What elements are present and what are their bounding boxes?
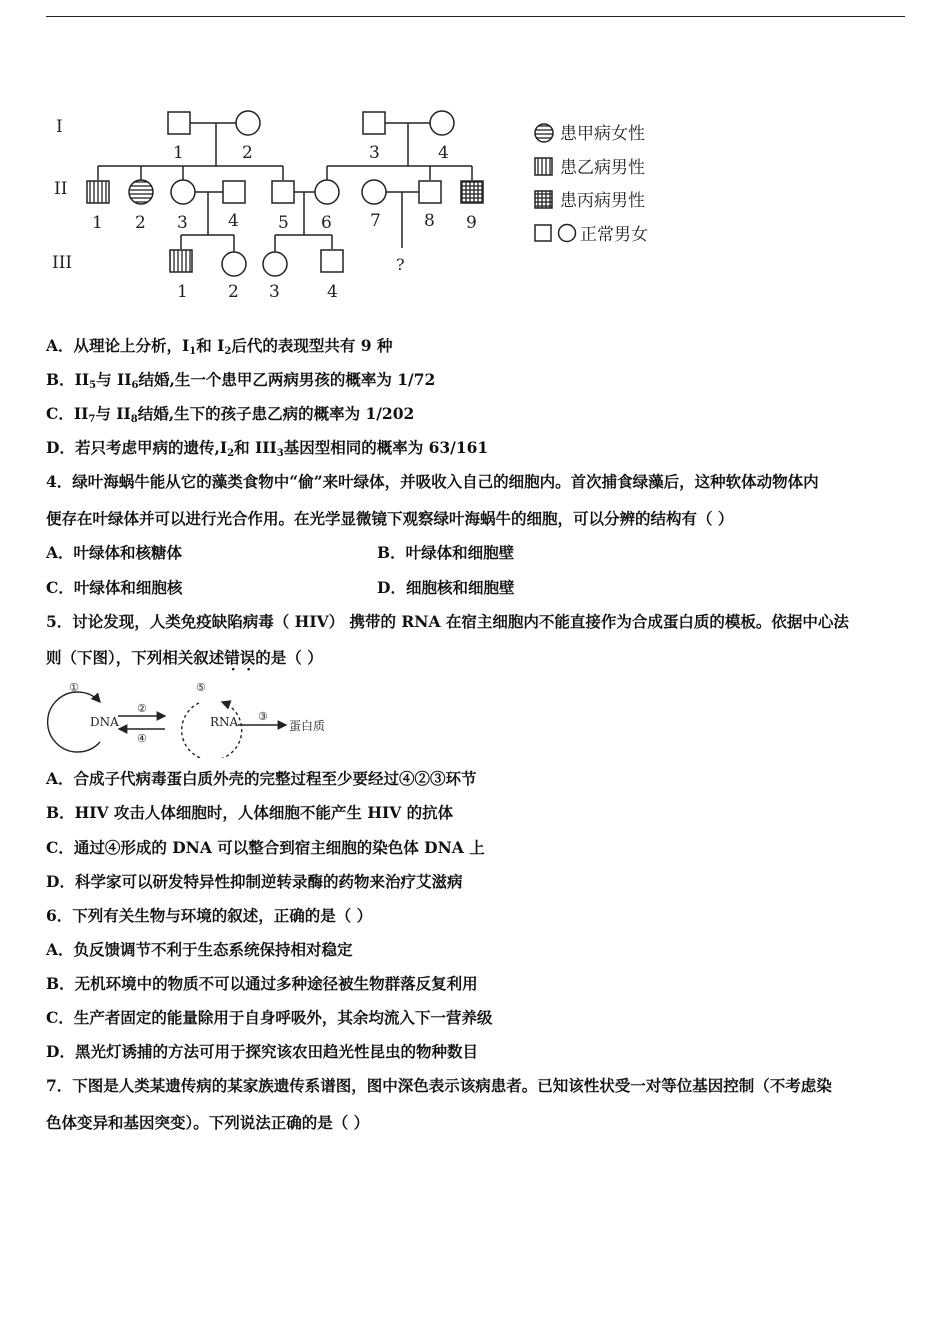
- svg-text:6: 6: [321, 213, 332, 233]
- svg-text:2: 2: [135, 213, 146, 233]
- svg-text:7: 7: [370, 211, 381, 231]
- II6-female: [315, 180, 339, 204]
- svg-text:1: 1: [173, 143, 184, 163]
- svg-text:3: 3: [177, 213, 188, 233]
- central-dogma-diagram: [44, 678, 344, 758]
- q5-option-b[interactable]: B．HIV 攻击人体细胞时，人体细胞不能产生 HIV 的抗体: [46, 803, 454, 822]
- legend-yi-icon: [535, 158, 552, 175]
- q5-option-d[interactable]: D．科学家可以研发特异性抑制逆转录酶的药物来治疗艾滋病: [46, 872, 463, 891]
- III3-female: [263, 252, 287, 276]
- legend-normal-male-icon: [535, 225, 551, 241]
- q6-option-d[interactable]: D．黑光灯诱捕的方法可用于探究该农田趋光性昆虫的物种数目: [46, 1042, 478, 1061]
- svg-text:RNA: RNA: [210, 715, 239, 729]
- svg-text:3: 3: [269, 282, 280, 302]
- II1-male-yi: [87, 181, 109, 203]
- II9-male-bing: [461, 181, 483, 203]
- q6-stem: 6．下列有关生物与环境的叙述，正确的是（ ）: [46, 906, 373, 925]
- svg-text:蛋白质: 蛋白质: [289, 719, 326, 733]
- svg-text:4: 4: [438, 143, 449, 163]
- legend-yi: 患乙病男性: [560, 158, 645, 178]
- svg-text:3: 3: [369, 143, 380, 163]
- I3-male: [363, 112, 385, 134]
- II5-male: [272, 181, 294, 203]
- legend-bing: 患丙病男性: [560, 191, 645, 211]
- q7-stem-line2: 色体变异和基因突变）。下列说法正确的是（ ）: [46, 1113, 370, 1132]
- q3-option-c[interactable]: C．$II_7$与 $II_8$结婚,生下的孩子患乙病的概率为 1/202: [46, 404, 415, 425]
- legend-jia-icon: [535, 124, 553, 142]
- legend-normal: 正常男女: [580, 225, 648, 245]
- q3-option-d[interactable]: D．若只考虑甲病的遗传$,I_2$和 $III_3$基因型相同的概率为 63/161: [46, 438, 489, 459]
- q5-stem-line2: 则（下图），下列相关叙述错误的是（ ）: [46, 648, 323, 667]
- legend-jia: 患甲病女性: [560, 124, 645, 144]
- svg-text:④: ④: [137, 732, 147, 745]
- q5-option-c[interactable]: C．通过④形成的 DNA 可以整合到宿主细胞的染色体 DNA 上: [46, 838, 485, 857]
- svg-text:5: 5: [278, 213, 289, 233]
- unknown-child: ?: [396, 255, 405, 274]
- gen-label-2: II: [54, 179, 68, 199]
- header-rule: [46, 16, 905, 17]
- svg-text:③: ③: [258, 710, 268, 723]
- II3-female: [171, 180, 195, 204]
- svg-text:2: 2: [242, 143, 253, 163]
- III1-male-yi: [170, 250, 192, 272]
- q4-stem-line2: 便存在叶绿体并可以进行光合作用。在光学显微镜下观察绿叶海蜗牛的细胞，可以分辨的结构有（ ）: [46, 509, 734, 528]
- svg-text:⑤: ⑤: [196, 681, 206, 694]
- svg-text:2: 2: [228, 282, 239, 302]
- q4-option-d[interactable]: D．细胞核和细胞壁: [377, 578, 515, 597]
- q4-stem-line1: 4．绿叶海蜗牛能从它的藻类食物中“偷”来叶绿体，并吸收入自己的细胞内。首次捕食绿藻后，这种软体动物体内: [46, 472, 819, 491]
- svg-text:8: 8: [424, 211, 435, 231]
- II7-female: [362, 180, 386, 204]
- q4-option-b[interactable]: B．叶绿体和细胞壁: [377, 543, 515, 562]
- gen-label-3: III: [52, 253, 73, 273]
- legend-normal-female-icon: [559, 225, 576, 242]
- q5-option-a[interactable]: A．合成子代病毒蛋白质外壳的完整过程至少要经过④②③环节: [46, 769, 477, 788]
- svg-text:1: 1: [92, 213, 103, 233]
- III2-female: [222, 252, 246, 276]
- q6-option-b[interactable]: B．无机环境中的物质不可以通过多种途径被生物群落反复利用: [46, 974, 478, 993]
- svg-text:9: 9: [466, 213, 477, 233]
- II2-female-jia: [129, 180, 153, 204]
- q7-stem-line1: 7．下图是人类某遗传病的某家族遗传系谱图，图中深色表示该病患者。已知该性状受一对等位基因控制（不考虑染: [46, 1076, 832, 1095]
- svg-text:DNA: DNA: [90, 715, 119, 729]
- svg-text:①: ①: [69, 681, 79, 694]
- svg-text:1: 1: [177, 282, 188, 302]
- pedigree-diagram: [40, 100, 700, 310]
- q6-option-a[interactable]: A．负反馈调节不利于生态系统保持相对稳定: [46, 940, 353, 959]
- svg-text:4: 4: [327, 282, 338, 302]
- gen-label-1: I: [56, 117, 63, 137]
- legend-bing-icon: [535, 191, 552, 208]
- q3-option-b[interactable]: B．$II_5$与 $II_6$结婚,生一个患甲乙两病男孩的概率为 1/72: [46, 370, 436, 391]
- II8-male: [419, 181, 441, 203]
- q4-option-c[interactable]: C．叶绿体和细胞核: [46, 578, 183, 597]
- I2-female: [236, 111, 260, 135]
- I1-male: [168, 112, 190, 134]
- q3-option-a[interactable]: A．从理论上分析，$I_1$和 $I_2$后代的表现型共有 9 种: [46, 336, 393, 357]
- q5-stem-line1: 5．讨论发现，人类免疫缺陷病毒（ HIV） 携带的 RNA 在宿主细胞内不能直接作为合成蛋白质的模板。依据中心法: [46, 612, 849, 631]
- svg-text:4: 4: [228, 211, 239, 231]
- I4-female: [430, 111, 454, 135]
- II4-male: [223, 181, 245, 203]
- svg-text:②: ②: [137, 702, 147, 715]
- III4-male: [321, 250, 343, 272]
- rna-replication-arc: [182, 702, 242, 758]
- q6-option-c[interactable]: C．生产者固定的能量除用于自身呼吸外，其余均流入下一营养级: [46, 1008, 493, 1027]
- q4-option-a[interactable]: A．叶绿体和核糖体: [46, 543, 183, 562]
